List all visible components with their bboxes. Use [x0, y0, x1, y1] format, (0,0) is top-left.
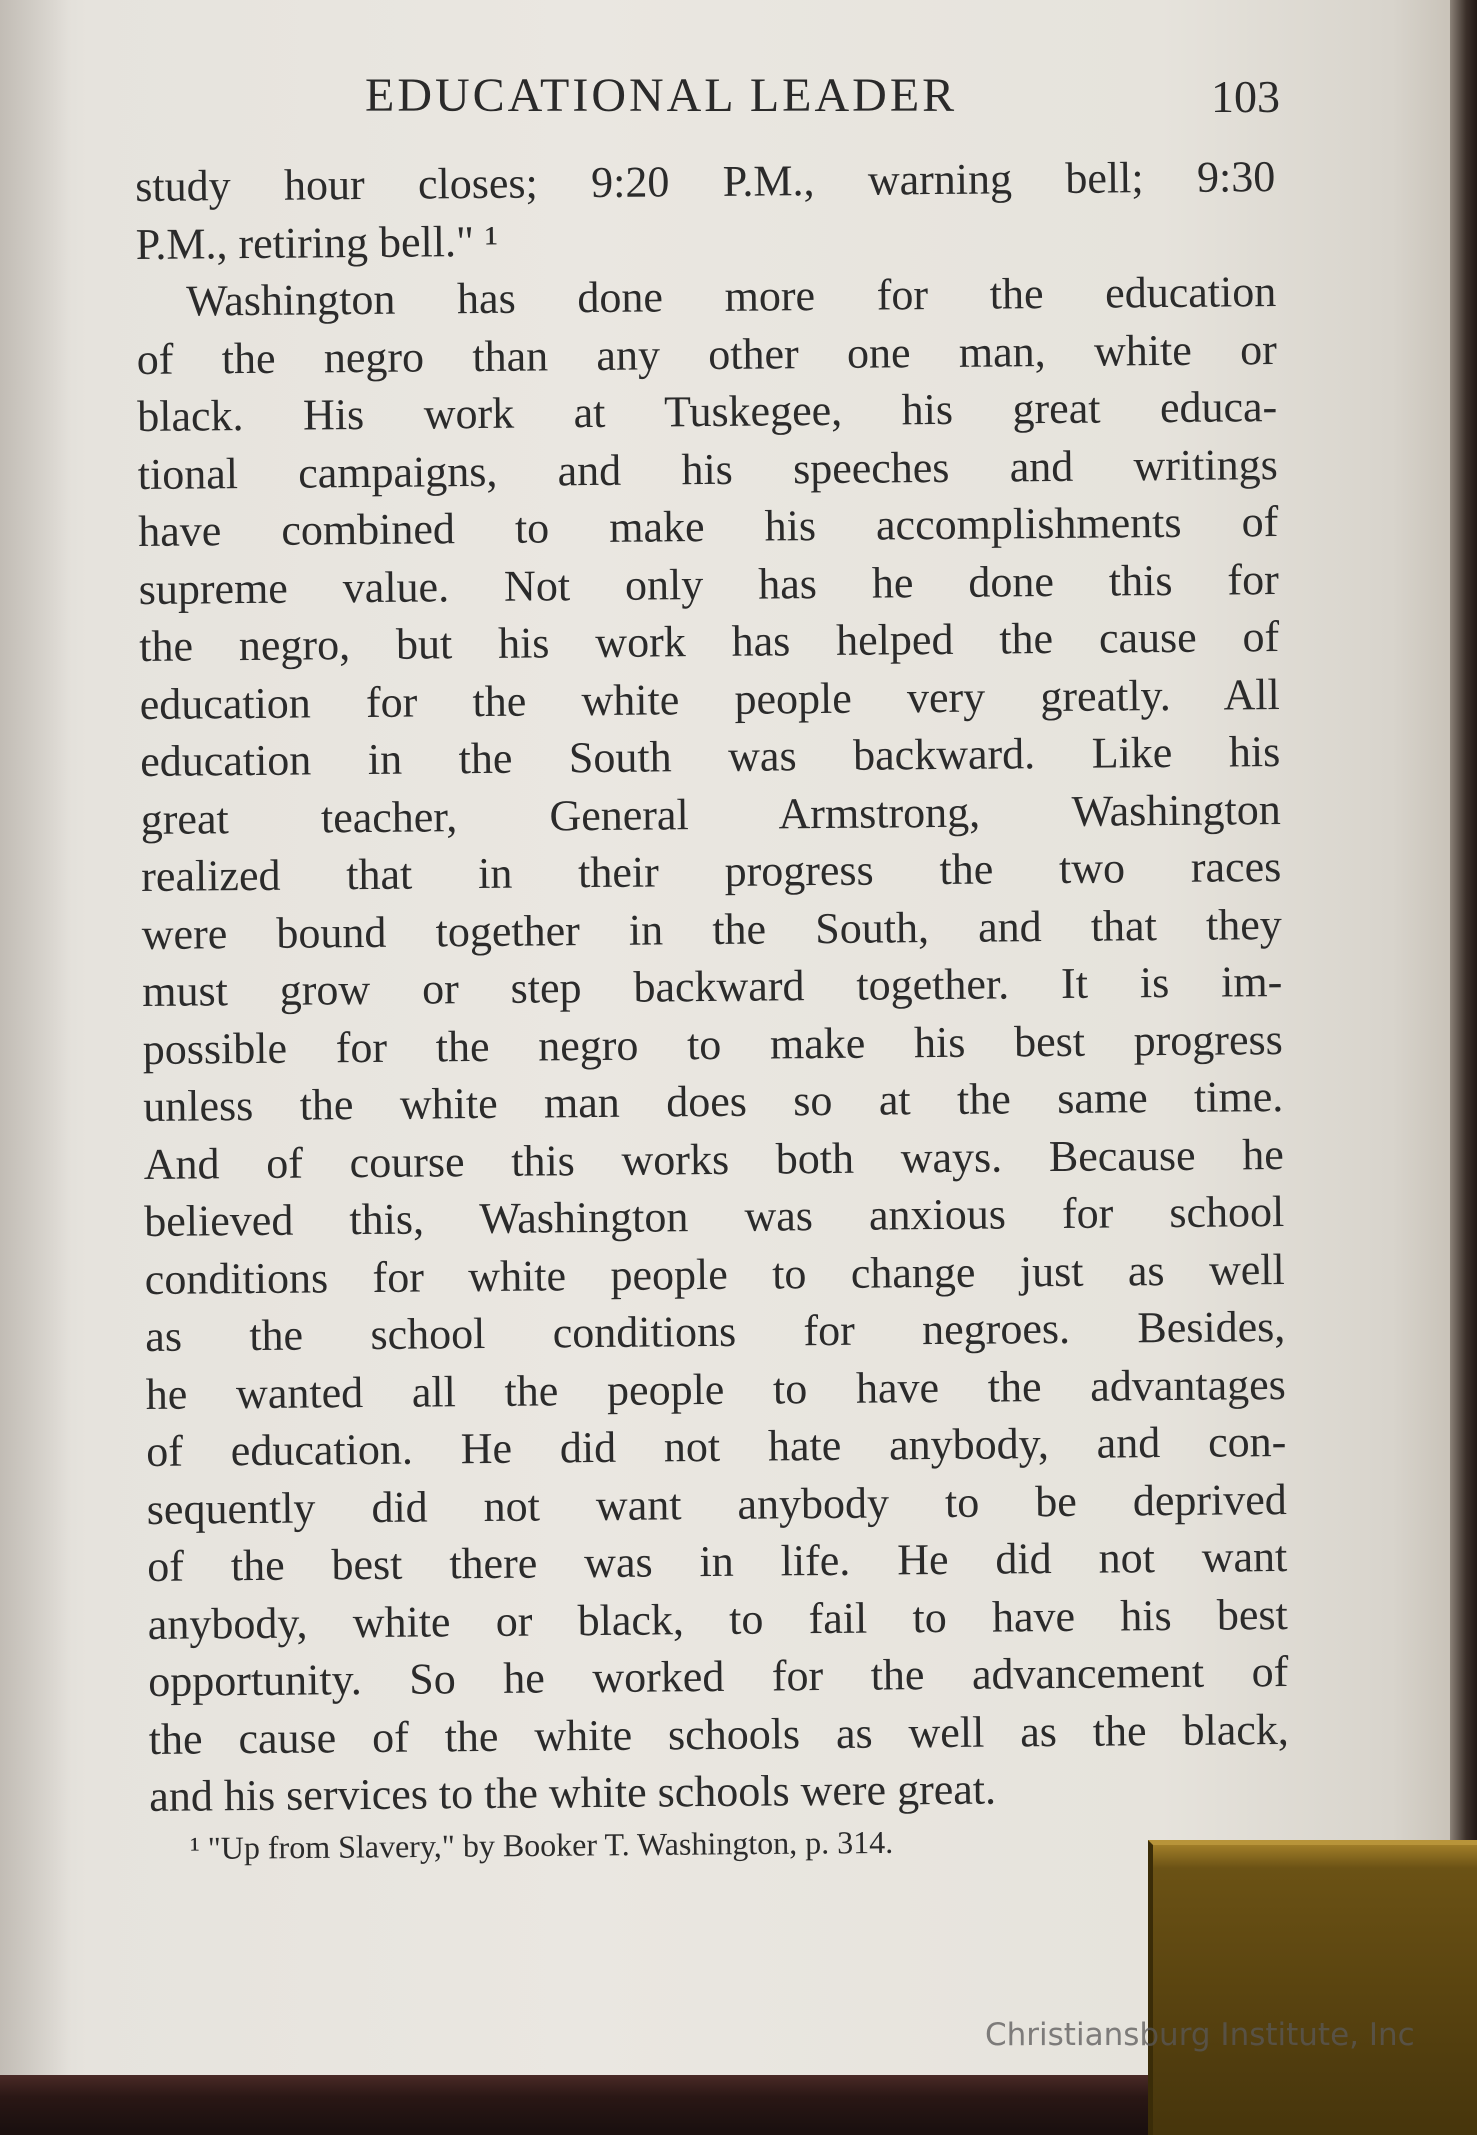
text-line: of the negro than any other one man, white or [136, 324, 1277, 384]
text-line: he wanted all the people to have the advantages [145, 1359, 1286, 1419]
text-line: study hour closes; 9:20 P.M., warning bell; 9:30 [135, 152, 1276, 211]
text-line: tional campaigns, and his speeches and writings [137, 439, 1278, 499]
running-title: EDUCATIONAL LEADER [365, 69, 958, 122]
text-line: the cause of the white schools as well as the black, [148, 1704, 1289, 1764]
text-line: And of course this works both ways. Because he [143, 1129, 1284, 1189]
text-line: great teacher, General Armstrong, Washington [140, 784, 1281, 844]
footnote: ¹ "Up from Slavery," by Booker T. Washington, p. 314. [190, 1823, 894, 1866]
text-line: black. His work at Tuskegee, his great educa- [137, 382, 1278, 441]
text-line: realized that in their progress the two races [141, 842, 1282, 901]
text-line: education in the South was backward. Like his [140, 727, 1281, 786]
page-gutter-shadow [0, 0, 70, 2075]
text-line: the negro, but his work has helped the cause of [139, 612, 1280, 671]
text-line: unless the white man does so at the same time. [143, 1072, 1284, 1131]
text-line: education for the white people very greatly. All [139, 669, 1280, 729]
text-line: as the school conditions for negroes. Besides, [145, 1302, 1286, 1361]
bookmark-ribbon [1148, 1840, 1477, 2135]
paragraph-last-line: and his services to the white schools were great. [149, 1764, 997, 1821]
text-line: have combined to make his accomplishments of [138, 497, 1279, 556]
text-line: supreme value. Not only has he done this for [138, 554, 1279, 614]
text-line: believed this, Washington was anxious for school [144, 1187, 1285, 1246]
text-line: must grow or step backward together. It is im- [142, 957, 1283, 1016]
text-line: opportunity. So he worked for the advancement of [148, 1646, 1289, 1706]
text-line: P.M., retiring bell." ¹ [135, 216, 499, 269]
text-line: anybody, white or black, to fail to have his best [147, 1589, 1288, 1649]
watermark: Christiansburg Institute, Inc [985, 2017, 1415, 2053]
page-number: 103 [1211, 71, 1280, 122]
text-line: were bound together in the South, and that they [141, 899, 1282, 959]
text-line: sequently did not want anybody to be deprived [146, 1474, 1287, 1534]
text-line: possible for the negro to make his best progress [142, 1014, 1283, 1074]
text-line: of the best there was in life. He did not want [147, 1531, 1288, 1591]
running-head [140, 68, 1280, 128]
text-line: conditions for white people to change just as well [144, 1244, 1285, 1304]
page-edge-shadow [1450, 0, 1477, 2130]
book-cover-edge [0, 2075, 1160, 2130]
body-text [135, 148, 1290, 1825]
text-line: of education. He did not hate anybody, and con- [146, 1417, 1287, 1476]
paragraph-first-line: Washington has done more for the education [186, 267, 1277, 326]
